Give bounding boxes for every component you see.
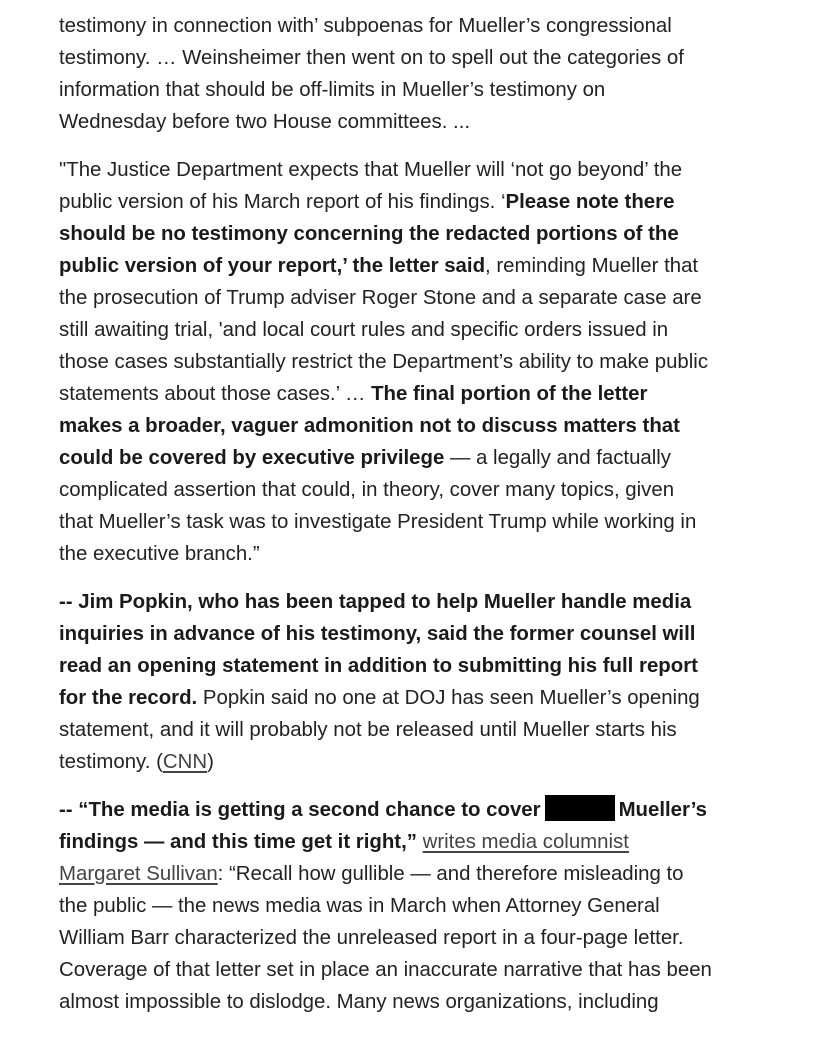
text-run: Popkin said no one at DOJ has seen Mueller’s opening (197, 687, 700, 709)
text-run: — a legally and factually (444, 447, 671, 469)
margaret-sullivan-link[interactable]: Margaret Sullivan (59, 863, 218, 885)
text-line: Wednesday before two House committees. ... (59, 111, 471, 133)
text-line (59, 858, 769, 890)
text-line: almost impossible to dislodge. Many news organizations, including (59, 991, 659, 1013)
paragraph-popkin (59, 586, 769, 778)
redaction-box (545, 795, 615, 821)
text-line: "The Justice Department expects that Mueller will ‘not go beyond’ the (59, 159, 683, 181)
text-line: those cases substantially restrict the Department’s ability to make public (59, 351, 709, 373)
text-line: William Barr characterized the unreleased report in a four-page letter. (59, 927, 684, 949)
text-line: Coverage of that letter set in place an inaccurate narrative that has been (59, 959, 712, 981)
text-line (59, 682, 769, 714)
bold-line: read an opening statement in addition to submitting his full report (59, 655, 698, 677)
text-line: complicated assertion that could, in theory, cover many topics, given (59, 479, 675, 501)
text-run: statements about those cases.’ … (59, 383, 372, 405)
text-line (59, 378, 769, 410)
bold-text: for the record. (59, 687, 198, 709)
bold-text: The final portion of the letter (371, 383, 648, 405)
cnn-link[interactable]: CNN (162, 751, 208, 773)
text-line (59, 186, 769, 218)
bold-line: makes a broader, vaguer admonition not to discuss matters that (59, 415, 680, 437)
text-line: the public — the news media was in March when Attorney General (59, 895, 660, 917)
bold-line: -- Jim Popkin, who has been tapped to help Mueller handle media (59, 591, 692, 613)
text-line: the executive branch.” (59, 543, 260, 565)
text-line: the prosecution of Trump adviser Roger Stone and a separate case are (59, 287, 702, 309)
text-run: testimony. ( (59, 751, 163, 773)
paragraph-sullivan (59, 794, 769, 1018)
text-line: that Mueller’s task was to investigate President Trump while working in (59, 511, 697, 533)
bold-text: Please note there (505, 191, 675, 213)
text-run: : “Recall how gullible — and therefore misleading to (217, 863, 684, 885)
text-line: still awaiting trial, 'and local court rules and specific orders issued in (59, 319, 669, 341)
columnist-link[interactable]: writes media columnist (422, 831, 629, 853)
text-run: public version of his March report of his findings. ‘ (59, 191, 506, 213)
text-line: testimony in connection with’ subpoenas for Mueller’s congressional (59, 15, 672, 37)
bold-text: could be covered by executive privilege (59, 447, 445, 469)
text-run: ) (207, 751, 214, 773)
bold-line (59, 794, 769, 826)
text-line: information that should be off-limits in Mueller’s testimony on (59, 79, 606, 101)
text-line (59, 442, 769, 474)
bold-text: public version of your report,’ the letter said (59, 255, 486, 277)
text-line (59, 250, 769, 282)
bold-text: Mueller’s (618, 799, 707, 821)
text-line: statement, and it will probably not be released until Mueller starts his (59, 719, 677, 741)
bold-line: inquiries in advance of his testimony, said the former counsel will (59, 623, 696, 645)
text-line: testimony. … Weinsheimer then went on to spell out the categories of (59, 47, 684, 69)
article-body (59, 10, 769, 1034)
text-run: , reminding Mueller that (485, 255, 699, 277)
bold-line: should be no testimony concerning the redacted portions of the (59, 223, 679, 245)
text-line (59, 746, 769, 778)
bold-text: -- “The media is getting a second chance to cover (59, 799, 541, 821)
bold-text: findings — and this time get it right,” (59, 831, 417, 853)
paragraph-weinsheimer (59, 10, 769, 138)
paragraph-justice-department-quote (59, 154, 769, 570)
text-line (59, 826, 769, 858)
